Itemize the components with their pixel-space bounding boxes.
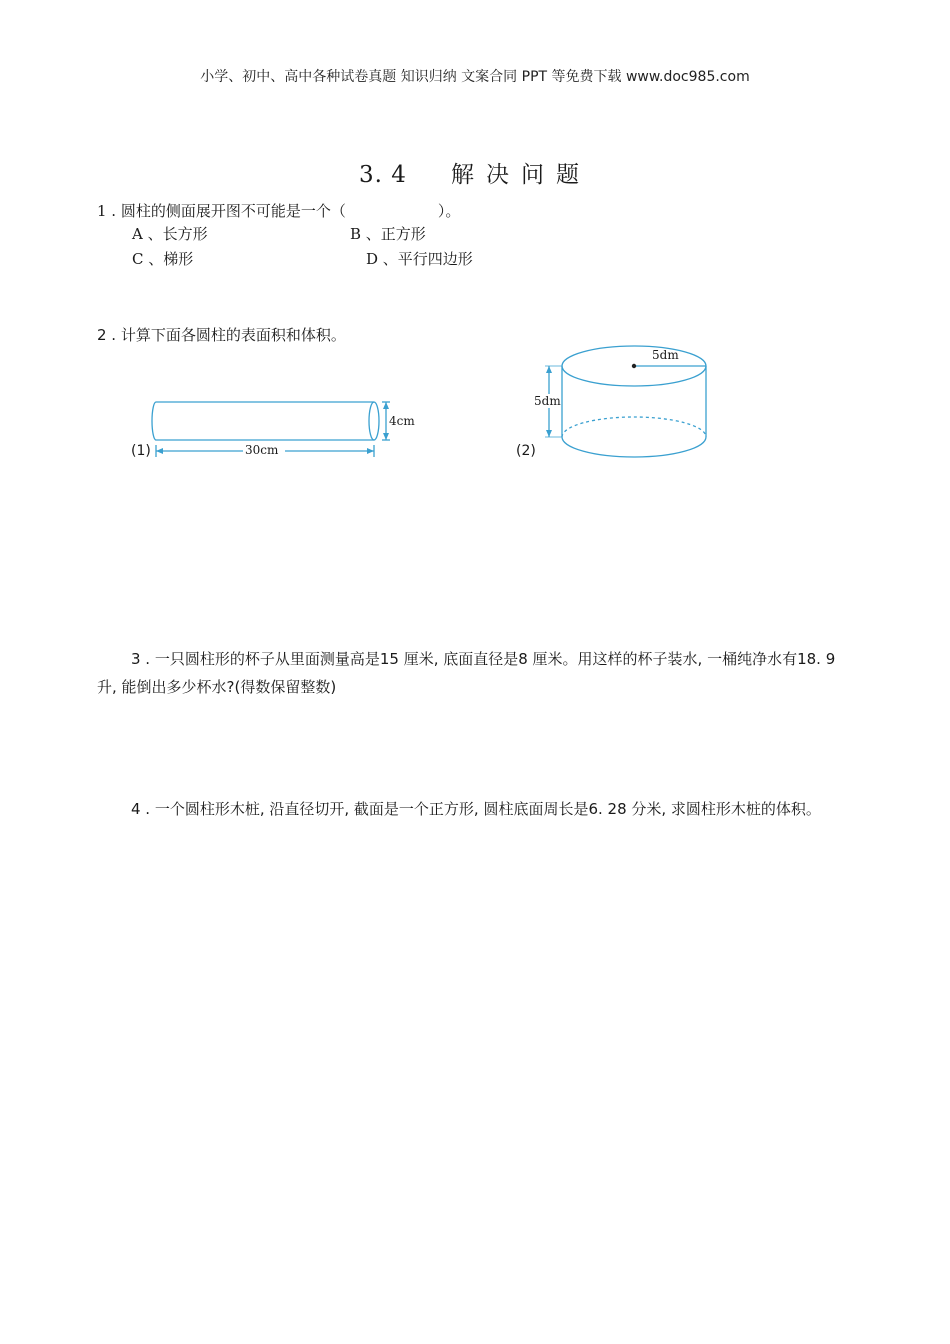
question-2-stem: 2 . 计算下面各圆柱的表面积和体积。 bbox=[97, 326, 346, 344]
question-1-stem-start: 1 . 圆柱的侧面展开图不可能是一个（ bbox=[97, 202, 346, 220]
figure-2-radius-label: 5dm bbox=[652, 348, 679, 362]
cylinder-left-end bbox=[152, 402, 156, 440]
question-4: 4 . 一个圆柱形木桩, 沿直径切开, 截面是一个正方形, 圆柱底面周长是6. 28 分米, 求圆柱形木桩的体积。 bbox=[131, 800, 821, 818]
figure-2-label: (2) bbox=[516, 443, 536, 459]
cylinder-bottom-front bbox=[562, 437, 706, 457]
top-center-dot bbox=[632, 364, 636, 368]
section-title: 解决问题 bbox=[450, 162, 591, 188]
figure-2-height-label: 5dm bbox=[534, 394, 561, 408]
question-3: 3 . 一只圆柱形的杯子从里面测量高是15 厘米, 底面直径是8 厘米。用这样的杯子装水, 一桶纯净水有18. 9 升, 能倒出多少杯水?(得数保留整数) bbox=[97, 650, 836, 696]
question-1-stem-end: ）。 bbox=[437, 202, 461, 220]
cylinder-bottom-back-dashed bbox=[562, 417, 706, 437]
figure-1-diameter-label: 4cm bbox=[389, 414, 415, 428]
option-d: D 、平行四边形 bbox=[366, 250, 473, 268]
figure-1-cylinder bbox=[148, 395, 428, 465]
figure-2-cylinder bbox=[540, 340, 720, 465]
figure-1-label: (1) bbox=[131, 443, 151, 459]
option-b: B 、正方形 bbox=[350, 225, 426, 243]
question-1-stem bbox=[97, 199, 460, 223]
page-title bbox=[0, 156, 950, 189]
section-number: 3. 4 bbox=[359, 162, 407, 188]
option-c: C 、梯形 bbox=[132, 250, 194, 268]
cylinder-right-end bbox=[369, 402, 379, 440]
figure-1-length-label: 30cm bbox=[245, 443, 279, 457]
page-header: 小学、初中、高中各种试卷真题 知识归纳 文案合同 PPT 等免费下载 www.doc985.com bbox=[200, 69, 750, 85]
option-a: A 、长方形 bbox=[132, 225, 208, 243]
